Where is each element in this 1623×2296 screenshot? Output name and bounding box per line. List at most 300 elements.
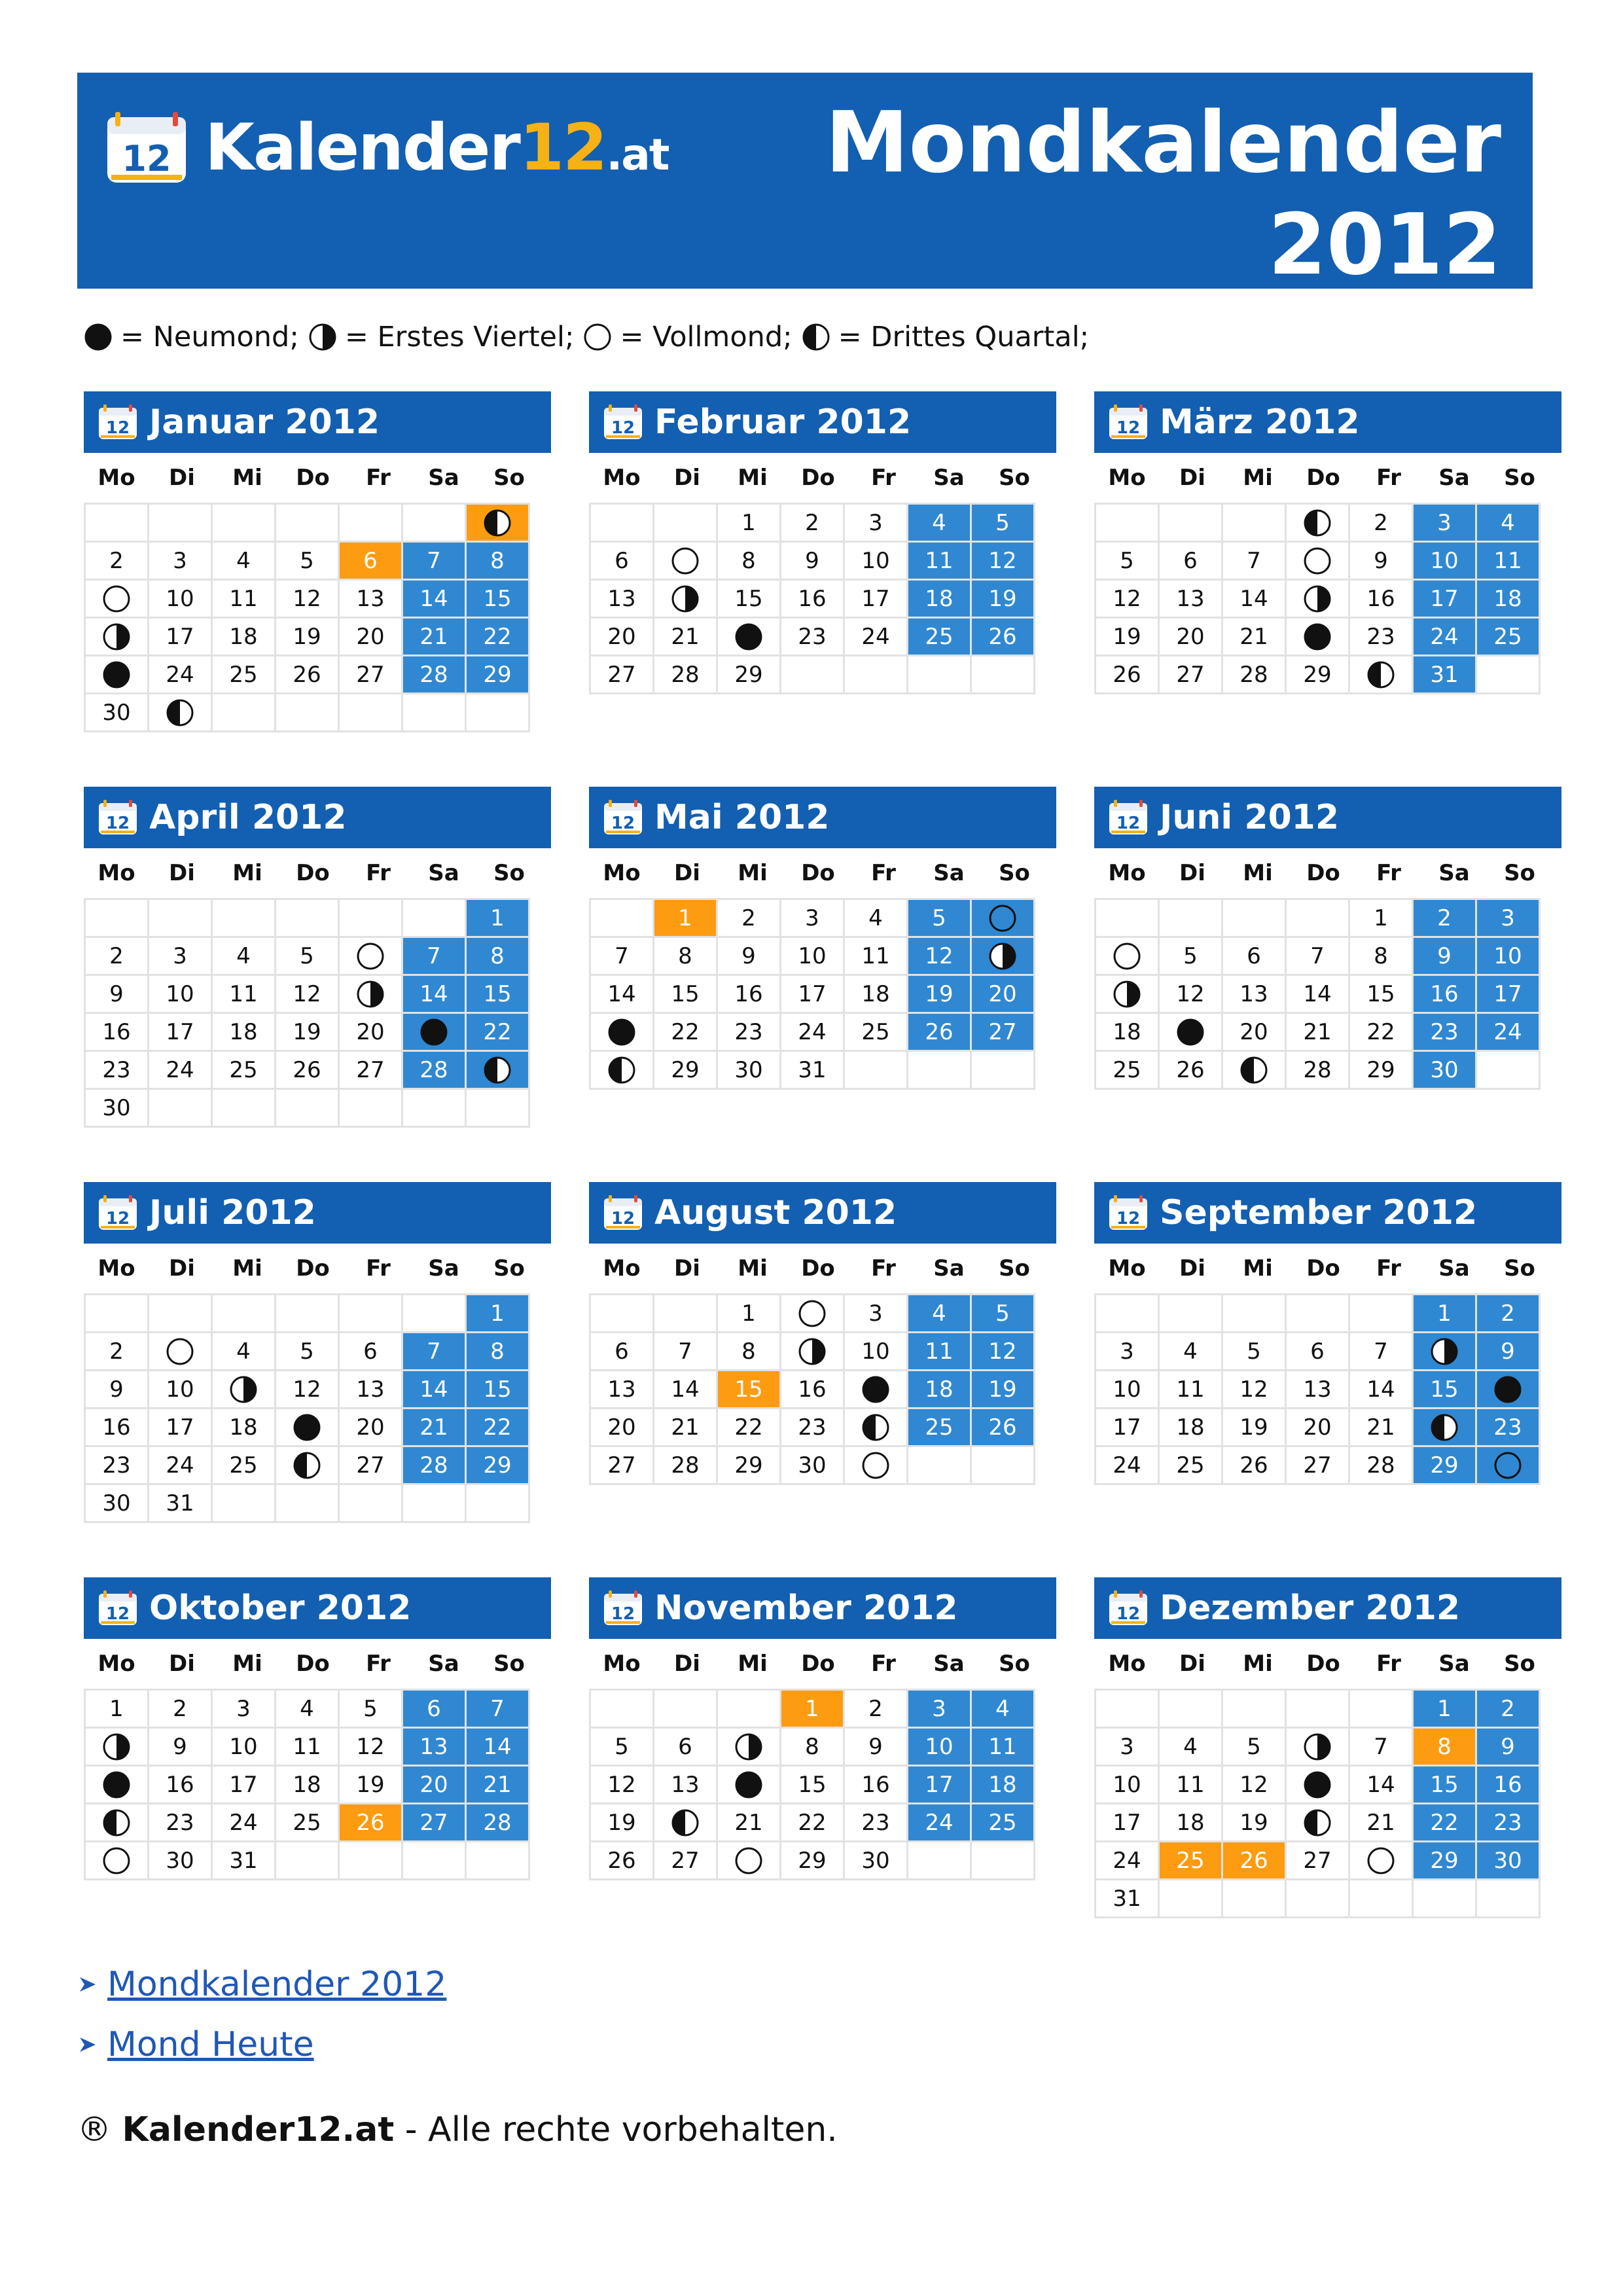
month-header (589, 1577, 1056, 1639)
day-cell: 12 (908, 937, 971, 975)
weekday-label: So (999, 1255, 1030, 1282)
day-cell: 10 (149, 975, 212, 1013)
day-cell: 8 (1413, 1728, 1476, 1766)
week-row (85, 694, 529, 732)
week-row (590, 1446, 1035, 1484)
day-cell: 17 (844, 580, 908, 618)
day-cell: 9 (717, 937, 781, 975)
legend-label: = Neumond; (120, 321, 299, 353)
month-header (1094, 787, 1561, 848)
weekday-label: Di (1179, 1255, 1205, 1282)
moon-phase-day-cell (654, 542, 717, 580)
weekday-label: Mo (1108, 1651, 1146, 1677)
week-row (1096, 1690, 1540, 1728)
day-cell: 7 (590, 937, 654, 975)
day-cell: 5 (1159, 937, 1222, 975)
moon-phase-day-cell (1286, 1728, 1349, 1766)
day-cell: 15 (717, 1371, 781, 1408)
month-header (589, 1182, 1056, 1244)
weekday-label: Mo (98, 1651, 135, 1677)
weekday-label: Sa (428, 465, 459, 491)
empty-day-cell (1222, 1880, 1286, 1918)
day-cell: 22 (781, 1804, 844, 1842)
day-cell: 27 (339, 1446, 402, 1484)
day-cell: 25 (971, 1804, 1035, 1842)
day-grid (1094, 1293, 1541, 1485)
day-cell: 12 (971, 542, 1035, 580)
empty-day-cell (1096, 1690, 1159, 1728)
day-cell: 4 (212, 1333, 276, 1371)
weekday-label: So (493, 1651, 525, 1677)
day-cell: 11 (844, 937, 908, 975)
weekday-label: Fr (871, 1255, 896, 1282)
calendar-icon (98, 1195, 137, 1230)
first-quarter-icon (988, 942, 1017, 971)
weekday-label: Sa (933, 860, 965, 886)
week-row (1096, 1408, 1540, 1446)
day-cell: 14 (402, 975, 466, 1013)
day-cell: 29 (1349, 1051, 1413, 1089)
week-row (85, 1446, 529, 1484)
day-cell: 22 (466, 618, 529, 656)
weekday-label: So (1504, 1255, 1535, 1282)
empty-day-cell (1413, 1880, 1476, 1918)
weekday-label: Di (674, 1651, 700, 1677)
day-cell: 12 (1222, 1766, 1286, 1804)
empty-day-cell (1476, 1051, 1540, 1089)
week-row (1096, 1333, 1540, 1371)
month-calendar (1094, 1182, 1561, 1485)
weekday-label: Mo (98, 465, 135, 491)
day-cell: 29 (717, 1446, 781, 1484)
weekday-label: Di (1179, 465, 1205, 491)
day-cell: 6 (402, 1690, 466, 1728)
day-cell: 1 (1349, 899, 1413, 937)
day-grid (84, 898, 530, 1128)
day-cell: 24 (1476, 1013, 1540, 1051)
day-cell: 4 (276, 1690, 339, 1728)
month-header (84, 787, 551, 848)
week-row (1096, 1728, 1540, 1766)
day-cell: 27 (339, 1051, 402, 1089)
empty-day-cell (1476, 656, 1540, 694)
day-cell: 19 (971, 580, 1035, 618)
week-row (590, 1690, 1035, 1728)
empty-day-cell (85, 1295, 149, 1333)
last-quarter-icon (483, 509, 512, 537)
day-cell: 11 (908, 542, 971, 580)
moon-phase-day-cell (276, 1446, 339, 1484)
empty-day-cell (971, 1051, 1035, 1089)
weekday-label: Do (801, 465, 835, 491)
weekday-label: Di (674, 1255, 700, 1282)
week-row (1096, 580, 1540, 618)
moon-phase-legend (84, 321, 1098, 353)
day-cell: 30 (781, 1446, 844, 1484)
month-header (84, 391, 551, 453)
empty-day-cell (908, 656, 971, 694)
full-moon-icon (583, 323, 612, 351)
moon-phase-day-cell (717, 1766, 781, 1804)
day-cell: 1 (85, 1690, 149, 1728)
day-cell: 1 (781, 1690, 844, 1728)
first-quarter-icon (102, 1732, 131, 1761)
day-cell: 25 (1476, 618, 1540, 656)
day-cell: 29 (654, 1051, 717, 1089)
calendar-icon (98, 1590, 137, 1626)
day-cell: 23 (1476, 1804, 1540, 1842)
day-cell: 4 (212, 937, 276, 975)
moon-phase-day-cell (466, 1051, 529, 1089)
day-cell: 28 (654, 1446, 717, 1484)
day-cell: 8 (466, 542, 529, 580)
moon-phase-day-cell (1476, 1371, 1540, 1408)
month-header (589, 391, 1056, 453)
week-row (1096, 1804, 1540, 1842)
day-cell: 3 (149, 542, 212, 580)
full-moon-icon (102, 584, 131, 613)
day-cell: 20 (402, 1766, 466, 1804)
svg-text:12: 12 (105, 814, 130, 833)
moon-phase-day-cell (1286, 1766, 1349, 1804)
empty-day-cell (844, 656, 908, 694)
weekday-label: Fr (366, 465, 391, 491)
moon-phase-day-cell (85, 656, 149, 694)
full-moon-icon (798, 1299, 827, 1328)
day-cell: 14 (1286, 975, 1349, 1013)
weekday-label: Sa (933, 1651, 965, 1677)
svg-text:12: 12 (611, 1209, 635, 1229)
page-title (825, 92, 1501, 296)
day-cell: 3 (1476, 899, 1540, 937)
day-cell: 25 (276, 1804, 339, 1842)
svg-text:12: 12 (1116, 814, 1141, 833)
day-cell: 6 (339, 1333, 402, 1371)
week-row (85, 899, 529, 937)
day-cell: 24 (1096, 1842, 1159, 1880)
day-cell: 29 (466, 1446, 529, 1484)
day-cell: 15 (466, 580, 529, 618)
weekday-header-row (84, 453, 551, 503)
day-cell: 30 (1413, 1051, 1476, 1089)
day-cell: 23 (85, 1446, 149, 1484)
weekday-label: Fr (871, 860, 896, 886)
weekday-header-row (589, 848, 1056, 898)
empty-day-cell (276, 504, 339, 542)
weekday-label: So (1504, 1651, 1535, 1677)
empty-day-cell (466, 1484, 529, 1522)
weekday-label: Fr (1376, 1651, 1401, 1677)
day-cell: 10 (149, 1371, 212, 1408)
day-cell: 15 (466, 1371, 529, 1408)
weekday-label: Di (674, 860, 700, 886)
moon-phase-day-cell (1413, 1333, 1476, 1371)
day-cell: 9 (1349, 542, 1413, 580)
day-cell: 4 (908, 504, 971, 542)
day-cell: 27 (1159, 656, 1222, 694)
link-list (77, 1954, 446, 2075)
month-title: September 2012 (1160, 1193, 1478, 1232)
month-title: Juli 2012 (149, 1193, 316, 1232)
day-cell: 2 (85, 1333, 149, 1371)
empty-day-cell (1286, 1690, 1349, 1728)
day-cell: 17 (212, 1766, 276, 1804)
day-cell: 9 (85, 975, 149, 1013)
day-cell: 31 (149, 1484, 212, 1522)
week-row (590, 1333, 1035, 1371)
weekday-header-row (84, 1639, 551, 1689)
day-cell: 11 (971, 1728, 1035, 1766)
empty-day-cell (971, 1446, 1035, 1484)
month-calendar (1094, 391, 1561, 694)
day-cell: 13 (1222, 975, 1286, 1013)
week-row (590, 1051, 1035, 1089)
weekday-label: So (999, 860, 1030, 886)
day-cell: 26 (908, 1013, 971, 1051)
empty-day-cell (212, 899, 276, 937)
day-cell: 14 (1222, 580, 1286, 618)
last-quarter-icon (483, 1056, 512, 1085)
day-cell: 11 (1159, 1371, 1222, 1408)
empty-day-cell (149, 1295, 212, 1333)
day-cell: 21 (1349, 1804, 1413, 1842)
week-row (1096, 1295, 1540, 1333)
day-cell: 12 (276, 1371, 339, 1408)
week-row (590, 1013, 1035, 1051)
weekday-label: Do (801, 1255, 835, 1282)
day-cell: 10 (1096, 1766, 1159, 1804)
svg-text:12: 12 (611, 418, 635, 438)
day-cell: 7 (1349, 1728, 1413, 1766)
empty-day-cell (276, 694, 339, 732)
day-cell: 3 (1096, 1333, 1159, 1371)
day-cell: 14 (1349, 1766, 1413, 1804)
day-cell: 10 (1476, 937, 1540, 975)
day-cell: 13 (1159, 580, 1222, 618)
day-cell: 5 (276, 937, 339, 975)
day-cell: 28 (654, 656, 717, 694)
day-cell: 23 (1413, 1013, 1476, 1051)
weekday-label: Mi (1243, 860, 1273, 886)
nav-link[interactable]: Mond Heute (107, 2025, 314, 2064)
day-cell: 22 (1413, 1804, 1476, 1842)
day-cell: 3 (1413, 504, 1476, 542)
empty-day-cell (85, 899, 149, 937)
month-calendar (589, 1182, 1056, 1485)
empty-day-cell (781, 656, 844, 694)
week-row (85, 1690, 529, 1728)
day-cell: 30 (149, 1842, 212, 1880)
day-cell: 21 (1286, 1013, 1349, 1051)
week-row (590, 1728, 1035, 1766)
weekday-label: Mi (232, 860, 262, 886)
calendar-icon (603, 404, 643, 440)
empty-day-cell (654, 504, 717, 542)
day-cell: 3 (149, 937, 212, 975)
day-cell: 29 (1286, 656, 1349, 694)
weekday-label: Di (169, 1255, 195, 1282)
title-line-1: Mondkalender (825, 94, 1501, 192)
svg-text:12: 12 (122, 138, 171, 179)
svg-text:12: 12 (1116, 1209, 1141, 1229)
day-cell: 31 (781, 1051, 844, 1089)
moon-phase-day-cell (1413, 1408, 1476, 1446)
weekday-label: Fr (1376, 465, 1401, 491)
moon-phase-day-cell (1286, 504, 1349, 542)
week-row (85, 1371, 529, 1408)
calendar-icon (98, 800, 137, 835)
day-cell: 15 (781, 1766, 844, 1804)
empty-day-cell (1159, 899, 1222, 937)
weekday-label: Mi (1243, 1255, 1273, 1282)
month-calendar (84, 1577, 551, 1880)
day-cell: 2 (1476, 1690, 1540, 1728)
calendar-icon (603, 1195, 643, 1230)
empty-day-cell (339, 1484, 402, 1522)
day-cell: 8 (717, 542, 781, 580)
arrow-right-icon (77, 1975, 97, 1994)
week-row (590, 975, 1035, 1013)
day-cell: 24 (212, 1804, 276, 1842)
week-row (85, 1842, 529, 1880)
weekday-label: Sa (1438, 860, 1470, 886)
full-moon-icon (1366, 1846, 1395, 1875)
weekday-label: Do (1306, 860, 1340, 886)
new-moon-icon (734, 1770, 763, 1799)
weekday-label: Mo (1108, 860, 1146, 886)
week-row (1096, 1880, 1540, 1918)
day-cell: 13 (590, 1371, 654, 1408)
empty-day-cell (402, 899, 466, 937)
empty-day-cell (212, 504, 276, 542)
weekday-label: Mo (1108, 1255, 1146, 1282)
day-cell: 20 (971, 975, 1035, 1013)
day-cell: 20 (1286, 1408, 1349, 1446)
day-cell: 22 (717, 1408, 781, 1446)
weekday-label: Mo (98, 1255, 135, 1282)
day-cell: 31 (212, 1842, 276, 1880)
moon-phase-day-cell (971, 937, 1035, 975)
week-row (1096, 1446, 1540, 1484)
empty-day-cell (1222, 1690, 1286, 1728)
nav-link[interactable]: Mondkalender 2012 (107, 1965, 447, 2004)
day-cell: 9 (844, 1728, 908, 1766)
week-row (85, 580, 529, 618)
moon-phase-day-cell (590, 1013, 654, 1051)
month-title: März 2012 (1160, 403, 1360, 442)
svg-text:12: 12 (1116, 418, 1141, 438)
day-cell: 10 (908, 1728, 971, 1766)
day-cell: 18 (844, 975, 908, 1013)
month-header (589, 787, 1056, 848)
link-row (77, 2015, 446, 2075)
day-cell: 30 (85, 1484, 149, 1522)
calendar-icon (1109, 1195, 1148, 1230)
weekday-label: Do (296, 1651, 330, 1677)
week-row (590, 937, 1035, 975)
day-cell: 17 (908, 1766, 971, 1804)
brand-main: Kalender (205, 111, 520, 185)
weekday-header-row (1094, 1244, 1561, 1293)
moon-phase-day-cell (339, 937, 402, 975)
day-cell: 13 (654, 1766, 717, 1804)
weekday-label: Mo (603, 1255, 641, 1282)
day-cell: 8 (1349, 937, 1413, 975)
day-cell: 5 (276, 1333, 339, 1371)
day-cell: 15 (717, 580, 781, 618)
page-header (77, 73, 1533, 294)
day-cell: 3 (212, 1690, 276, 1728)
week-row (85, 504, 529, 542)
brand-tld: .at (606, 130, 669, 180)
first-quarter-icon (1303, 584, 1332, 613)
day-cell: 8 (781, 1728, 844, 1766)
day-cell: 16 (85, 1408, 149, 1446)
calendar-icon (1109, 1590, 1148, 1626)
week-row (85, 656, 529, 694)
moon-phase-day-cell (844, 1408, 908, 1446)
empty-day-cell (1159, 1295, 1222, 1333)
day-cell: 7 (1349, 1333, 1413, 1371)
weekday-label: Fr (366, 1651, 391, 1677)
week-row (85, 1295, 529, 1333)
empty-day-cell (402, 1089, 466, 1127)
moon-phase-day-cell (1159, 1013, 1222, 1051)
last-quarter-icon (1303, 509, 1332, 537)
empty-day-cell (402, 1295, 466, 1333)
day-cell: 27 (654, 1842, 717, 1880)
week-row (1096, 975, 1540, 1013)
month-calendar (589, 391, 1056, 694)
weekday-label: Fr (871, 1651, 896, 1677)
week-row (1096, 656, 1540, 694)
day-cell: 2 (844, 1690, 908, 1728)
week-row (590, 1371, 1035, 1408)
first-quarter-icon (734, 1732, 763, 1761)
day-cell: 11 (1476, 542, 1540, 580)
weekday-label: Mo (603, 860, 641, 886)
day-cell: 14 (654, 1371, 717, 1408)
day-cell: 25 (212, 1446, 276, 1484)
weekday-label: Do (1306, 1651, 1340, 1677)
empty-day-cell (276, 1089, 339, 1127)
day-grid (1094, 898, 1541, 1090)
last-quarter-icon (671, 1808, 700, 1837)
day-cell: 30 (85, 694, 149, 732)
first-quarter-icon (1303, 1732, 1332, 1761)
weekday-header-row (1094, 1639, 1561, 1689)
weekday-label: Sa (428, 1255, 459, 1282)
weekday-label: Mi (738, 1651, 768, 1677)
empty-day-cell (1476, 1880, 1540, 1918)
empty-day-cell (212, 1295, 276, 1333)
brand-wordmark (205, 111, 668, 185)
day-cell: 18 (971, 1766, 1035, 1804)
day-cell: 17 (149, 1408, 212, 1446)
month-calendar (84, 391, 551, 732)
day-cell: 26 (1222, 1842, 1286, 1880)
day-cell: 29 (781, 1842, 844, 1880)
moon-phase-day-cell (590, 1051, 654, 1089)
day-cell: 26 (1222, 1446, 1286, 1484)
moon-phase-day-cell (1222, 1051, 1286, 1089)
day-cell: 24 (149, 1051, 212, 1089)
empty-day-cell (1096, 504, 1159, 542)
month-header (1094, 391, 1561, 453)
day-cell: 20 (339, 1408, 402, 1446)
moon-phase-day-cell (1096, 975, 1159, 1013)
day-cell: 23 (781, 618, 844, 656)
